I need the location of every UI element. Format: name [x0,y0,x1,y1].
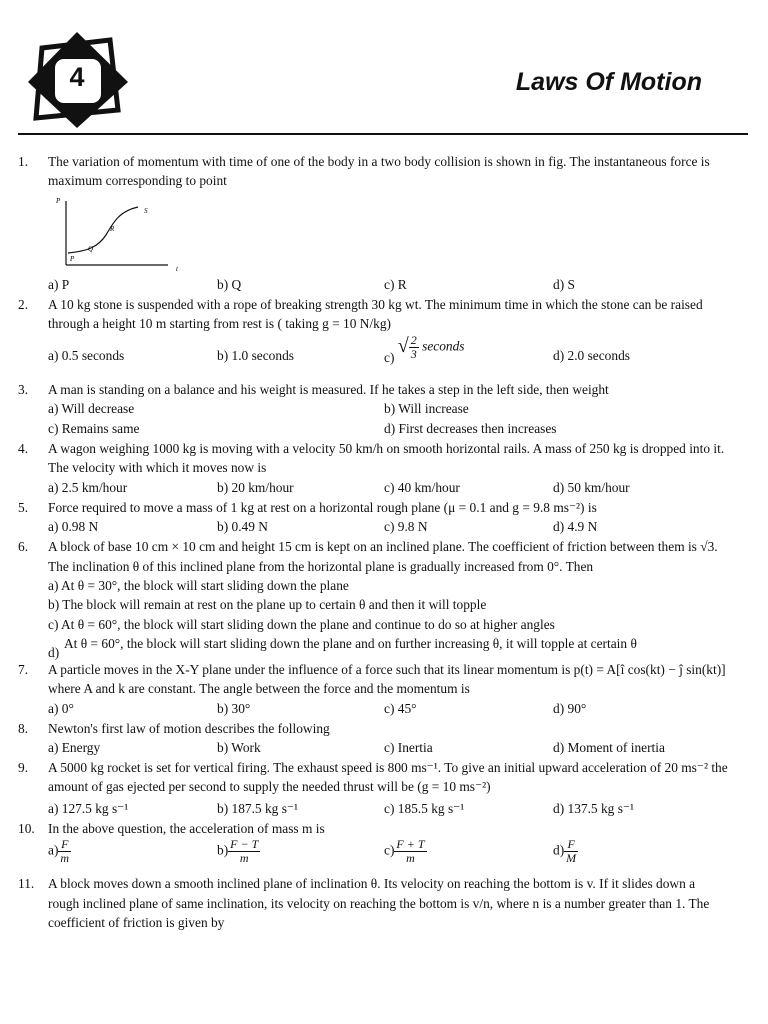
question-text: In the above question, the acceleration of mass m is [48,820,325,836]
question-2 [0,295,768,334]
point-r-label: R [110,224,115,233]
option-d[interactable]: d) Moment of inertia [553,739,665,755]
option-b[interactable]: b) 20 km/hour [217,479,294,495]
option-b[interactable]: b) 1.0 seconds [217,347,294,363]
question-text: Newton's first law of motion describes the following [48,720,330,736]
question-8 [0,719,768,738]
option-b[interactable]: b) Q [217,276,242,292]
question-5 [0,498,768,517]
option-a[interactable]: a) At θ = 30°, the block will start sliding down the plane [48,578,349,594]
question-number: 2. [18,296,29,312]
point-q-label: Q [88,244,94,253]
header-divider [18,133,748,135]
option-d[interactable]: d) S [553,276,575,292]
option-b[interactable]: b) 30° [217,700,251,716]
option-d[interactable]: d) First decreases then increases [384,421,557,437]
question-number: 6. [18,539,29,555]
sqrt-fraction: √ $\frac{2}{3}$ [397,332,417,361]
options-row [0,334,768,374]
chapter-number: 4 [69,62,85,92]
option-d[interactable]: d) 137.5 kg s⁻¹ [553,800,635,816]
option-b[interactable]: b) Work [217,739,261,755]
question-number: 1. [18,154,29,169]
options-row [0,478,768,498]
question-text: A 10 kg stone is suspended with a rope of breaking strength 30 kg wt. The minimum time in which the stone can be raised through a height 10 m starting from rest is ( taking g = 10 N/kg) [48,296,703,332]
chapter-header [0,0,768,140]
option-b[interactable]: b) 0.49 N [217,519,268,535]
question-number: 4. [18,441,29,457]
option-d[interactable]: d) At θ = 60°, the block will start sliding down the plane and on further increasing θ, it will topple at certain θ [48,636,637,661]
question-text: A particle moves in the X-Y plane under the influence of a force such that its linear momentum is p(t) = A[î cos(kt) − ĵ sin(kt)] where A and k are constant. The angle between the force and the momentum is [48,661,726,697]
option-d[interactable]: d) $\frac{F}{M}$ [553,837,577,866]
options-row [0,517,768,537]
momentum-time-graph [48,195,728,275]
chapter-title: Laws Of Motion [515,68,702,96]
option-c[interactable]: c) √ $\frac{2}{3}$ seconds [384,332,465,366]
option-d[interactable]: d) 50 km/hour [553,479,630,495]
option-c[interactable]: c) R [384,276,407,292]
point-s-label: S [144,206,148,215]
option-c[interactable]: c) 40 km/hour [384,479,460,495]
options-row [0,699,768,719]
question-3 [0,380,768,399]
question-number: 11. [18,876,35,892]
y-axis-label: P [56,196,61,205]
options-row [0,738,768,758]
option-d[interactable]: d) 2.0 seconds [553,347,630,363]
option-c[interactable]: c) 45° [384,700,417,716]
option-c[interactable]: c) 185.5 kg s⁻¹ [384,800,465,816]
option-b[interactable]: b) $\frac{F - T}{m}$ [217,837,259,866]
option-a[interactable]: a) P [48,276,70,292]
option-a[interactable]: a) 2.5 km/hour [48,479,128,495]
question-number: 8. [18,720,29,736]
question-text: A wagon weighing 1000 kg is moving with a velocity 50 km/h on smooth horizontal rails. A mass of 250 kg is dropped into it. The velocity with which it moves now is [48,441,725,476]
option-a[interactable]: a) 127.5 kg s⁻¹ [48,800,129,816]
question-text: A block of base 10 cm × 10 cm and height 15 cm is kept on an inclined plane. The coefficient of friction between them is √3. The inclination θ of this inclined plane from the horizontal plane is gradually increased from 0°. Then [48,539,718,574]
option-a[interactable]: a) 0° [48,700,74,716]
x-axis-label: t [176,264,178,273]
options-row [0,797,768,819]
option-b[interactable]: b) The block will remain at rest on the plane up to certain θ and then it will topple [48,597,487,613]
question-text: The variation of momentum with time of one of the body in a two body collision is shown in fig. The instantaneous force is maximum corresponding to point [48,154,710,189]
option-c[interactable]: c) Inertia [384,739,433,755]
question-text: A 5000 kg rocket is set for vertical firing. The exhaust speed is 800 ms⁻¹. To give an initial upward acceleration of 20 ms⁻² the amount of gas ejected per second to supply the needed thrust will be (g = 10 ms⁻²) [48,759,728,795]
question-11 [0,874,768,932]
question-1 [0,152,768,275]
options-row [0,419,768,439]
question-7 [0,660,768,699]
option-a[interactable]: a) 0.98 N [48,519,99,535]
point-p-label: P [70,254,75,263]
option-d[interactable]: d) 4.9 N [553,519,598,535]
option-c[interactable]: c) Remains same [48,421,140,437]
question-number: 10. [18,820,35,836]
options-row [0,275,768,295]
option-a[interactable]: a) $\frac{F}{m}$ [48,837,70,866]
momentum-curve-figure [48,195,188,275]
question-text: A block moves down a smooth inclined plane of inclination θ. Its velocity on reaching the bottom is v. If it slides down a rough inclined plane of same inclination, its velocity on reaching the bottom is v/n, where n is a number greater than 1. The coefficient of friction is given by [48,876,710,930]
option-c[interactable]: c) $\frac{F + T}{m}$ [384,837,425,866]
option-d[interactable]: d) 90° [553,700,587,716]
options-row [0,838,768,874]
question-number: 7. [18,661,29,677]
question-number: 5. [18,499,29,515]
question-10 [0,819,768,838]
options-row [0,399,768,419]
question-number: 9. [18,759,29,775]
question-list [0,152,768,932]
question-4 [0,439,768,478]
option-c[interactable]: c) At θ = 60°, the block will start sliding down the plane and continue to do so at higher angles [48,616,555,632]
option-b[interactable]: b) Will increase [384,401,469,417]
question-number: 3. [18,381,29,397]
question-text: Force required to move a mass of 1 kg at rest on a horizontal rough plane (μ = 0.1 and g = 9.8 ms⁻²) is [48,499,597,515]
option-c[interactable]: c) 9.8 N [384,519,428,535]
option-a[interactable]: a) Will decrease [48,401,135,417]
option-b[interactable]: b) 187.5 kg s⁻¹ [217,800,299,816]
question-6 [0,537,768,661]
question-text: A man is standing on a balance and his weight is measured. If he takes a step in the left side, then weight [48,381,609,397]
question-9 [0,758,768,797]
option-a[interactable]: a) Energy [48,739,101,755]
option-a[interactable]: a) 0.5 seconds [48,347,125,363]
